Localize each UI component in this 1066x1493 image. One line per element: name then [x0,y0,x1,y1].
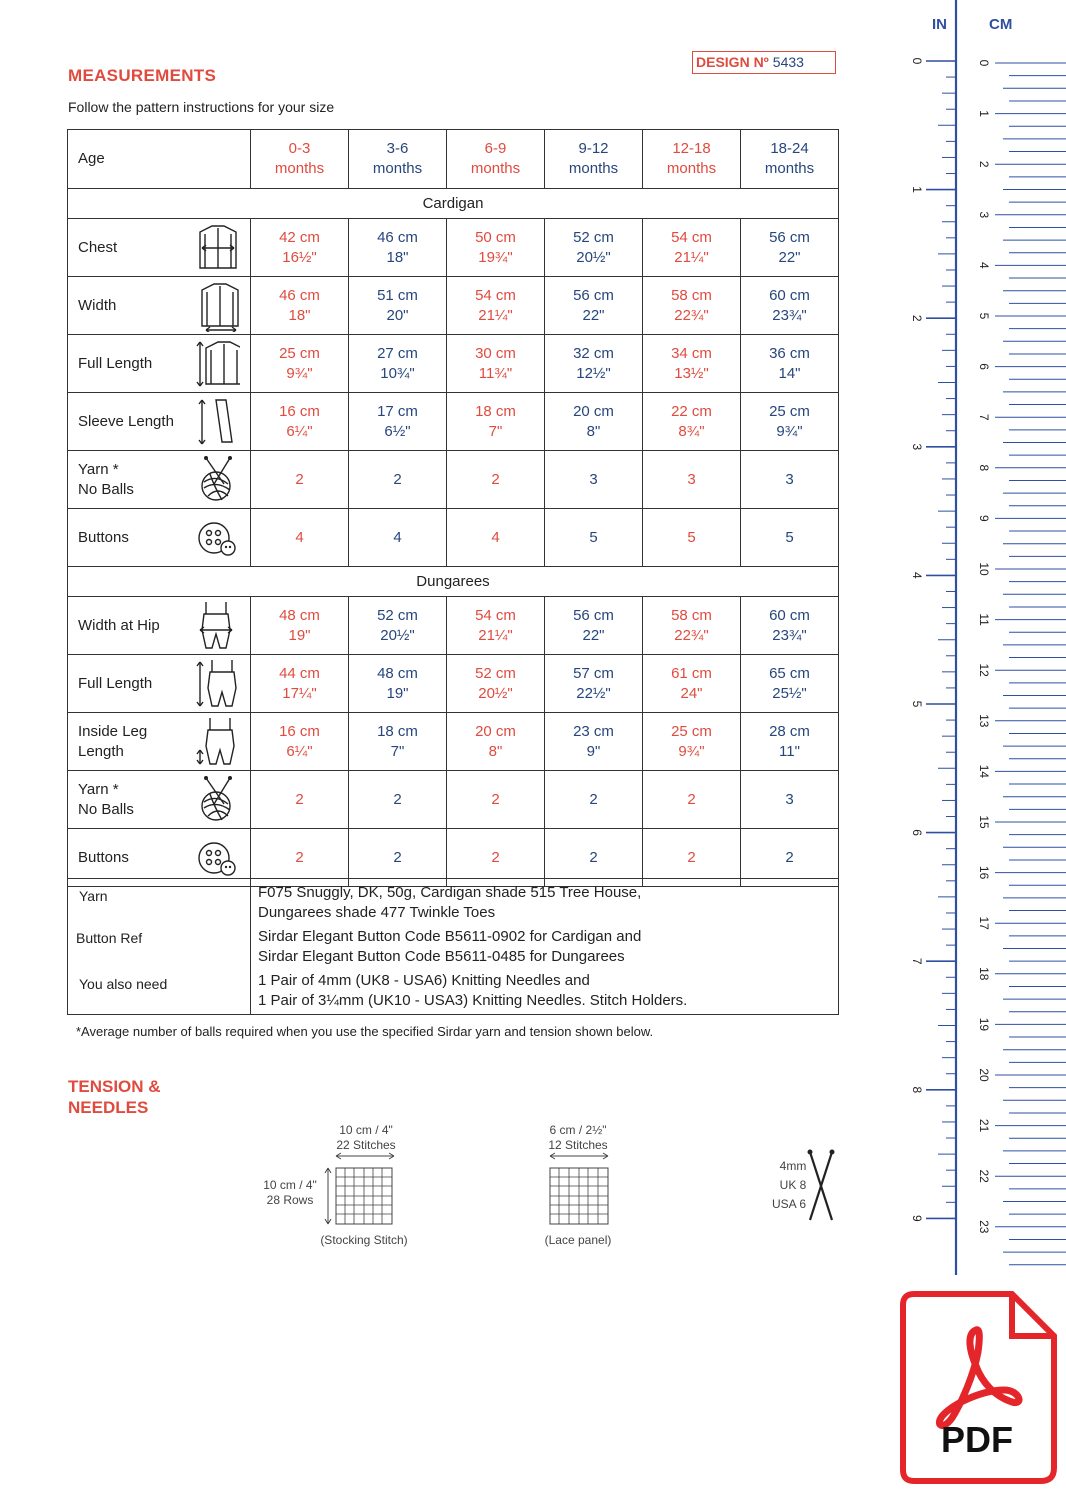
size-range: 6-9 [484,140,507,157]
lace-swatch-icon [542,1150,614,1230]
value-primary: 3 [785,470,794,488]
cm-number: 10 [976,562,991,576]
row-label-text: Width at Hip [78,616,160,634]
materials-table [67,878,839,1015]
stocking-swatch-icon [322,1150,402,1230]
value-inches: 20" [386,306,409,324]
value-primary: 2 [589,790,598,808]
measurement-cell [741,335,839,393]
dungarees-heading: Dungarees [68,567,839,597]
value-primary: 18 cm [475,402,516,420]
value-primary: 2 [687,848,696,866]
pdf-badge-icon[interactable] [900,1290,1058,1485]
row-label [68,597,251,655]
cm-number: 4 [976,262,991,269]
value-primary: 52 cm [475,664,516,682]
page-title: MEASUREMENTS [68,66,217,85]
measurement-cell [251,713,349,771]
value-primary: 20 cm [573,402,614,420]
row-label-text: Full Length [78,674,153,692]
measurement-cell [251,451,349,509]
measuring-ruler [895,0,1066,1280]
row-label [68,509,251,567]
stocking-width: 10 cm / 4" [339,1123,393,1137]
value-inches: 22" [582,306,605,324]
needle-mm: 4mm [779,1159,807,1173]
measurement-cell [447,597,545,655]
value-inches: 8" [586,422,601,440]
row-label-text: Width [78,296,117,314]
value-inches: 24" [680,684,703,702]
measurement-cell [447,509,545,567]
cm-number: 12 [976,663,991,677]
needle-uk: UK 8 [779,1178,807,1192]
pdf-label: PDF [941,1419,1013,1460]
value-primary: 2 [393,790,402,808]
inch-number: 0 [910,57,924,65]
measurement-cell [349,393,447,451]
value-inches: 22½" [576,684,611,702]
value-primary: 2 [295,848,304,866]
row-label-text-2: No Balls [78,800,134,818]
value-inches: 9¾" [678,742,705,760]
measurement-cell [545,771,643,829]
dungarees-length-icon [196,658,240,710]
measurement-cell [447,393,545,451]
measurement-cell [349,655,447,713]
row-label [68,655,251,713]
measurement-cell [251,219,349,277]
size-header [643,130,741,189]
design-number: 5433 [772,54,804,70]
measurement-cell [251,509,349,567]
value-inches: 23¾" [772,626,807,644]
measurement-cell [643,655,741,713]
size-range: 0-3 [288,140,311,157]
measurement-cell [545,393,643,451]
value-inches: 13½" [674,364,709,382]
button-icon [196,512,240,564]
value-primary: 50 cm [475,228,516,246]
value-inches: 21¼" [478,306,513,324]
value-primary: 48 cm [279,606,320,624]
value-inches: 7" [390,742,405,760]
value-inches: 7" [488,422,503,440]
value-primary: 46 cm [377,228,418,246]
size-header [741,130,839,189]
size-unit: months [470,160,521,177]
measurement-cell [349,713,447,771]
size-unit: months [666,160,717,177]
stocking-height: 10 cm / 4" [263,1178,317,1192]
value-inches: 11" [779,742,800,760]
cardigan-length-icon [196,338,240,390]
cm-number: 23 [976,1220,991,1234]
measurement-cell [741,451,839,509]
cm-number: 9 [976,515,991,522]
value-inches: 10¾" [380,364,415,382]
lace-width: 6 cm / 2½" [549,1123,607,1137]
cm-number: 1 [976,110,991,117]
value-primary: 56 cm [573,286,614,304]
value-primary: 48 cm [377,664,418,682]
value-inches: 21¼" [478,626,513,644]
measurement-cell [741,771,839,829]
materials-details [251,879,839,1015]
row-label-text: Inside Leg [78,722,148,740]
measurement-cell [349,451,447,509]
row-label [68,219,251,277]
value-primary: 54 cm [475,606,516,624]
dungarees-hip-icon [196,600,240,652]
age-label: Age [68,130,251,189]
cm-number: 13 [976,714,991,728]
value-primary: 30 cm [475,344,516,362]
row-label-text: Yarn * [78,780,119,798]
value-primary: 16 cm [279,402,320,420]
value-primary: 28 cm [769,722,810,740]
measurement-cell [643,277,741,335]
value-primary: 22 cm [671,402,712,420]
value-primary: 2 [589,848,598,866]
value-inches: 22" [778,248,801,266]
row-label [68,713,251,771]
yarn-line-2: Dungarees shade 477 Twinkle Toes [258,904,496,921]
row-label [68,393,251,451]
cardigan-chest-icon [196,222,240,274]
measurement-cell [741,655,839,713]
value-primary: 58 cm [671,606,712,624]
button-ref-label: Button Ref [76,930,143,946]
cm-number: 2 [976,160,991,168]
value-primary: 18 cm [377,722,418,740]
value-primary: 25 cm [279,344,320,362]
row-label [68,771,251,829]
ruler-cm-label: CM [989,16,1013,33]
value-inches: 19" [288,626,311,644]
measurement-cell [447,655,545,713]
measurement-cell [447,713,545,771]
measurement-cell [447,771,545,829]
value-inches: 6½" [384,422,411,440]
value-primary: 2 [785,848,794,866]
button-line-1: Sirdar Elegant Button Code B5611-0902 for Cardigan and [258,928,642,945]
value-primary: 60 cm [769,606,810,624]
stocking-rows: 28 Rows [266,1193,314,1207]
measurement-cell [251,771,349,829]
lace-stitches: 12 Stitches [548,1138,608,1152]
design-label: DESIGN Nº [696,54,769,70]
value-inches: 17¼" [282,684,317,702]
size-header [545,130,643,189]
row-label-text: Full Length [78,354,153,372]
cm-number: 15 [976,815,991,829]
value-primary: 25 cm [671,722,712,740]
value-inches: 6¼" [286,742,313,760]
value-primary: 27 cm [377,344,418,362]
measurement-cell [545,219,643,277]
inch-number: 3 [910,443,924,451]
button-line-2: Sirdar Elegant Button Code B5611-0485 for Dungarees [258,948,625,965]
size-unit: months [568,160,619,177]
yarn-line-1: F075 Snuggly, DK, 50g, Cardigan shade 515 Tree House, [258,884,642,901]
measurement-cell [349,771,447,829]
measurement-cell [447,335,545,393]
measurement-cell [251,655,349,713]
measurement-cell [643,219,741,277]
measurement-cell [545,713,643,771]
cm-number: 5 [976,312,991,320]
measurement-cell [643,335,741,393]
size-header [447,130,545,189]
value-primary: 36 cm [769,344,810,362]
materials-labels [68,879,251,1015]
row-label-text: Yarn * [78,460,119,478]
value-inches: 12½" [576,364,611,382]
value-primary: 23 cm [573,722,614,740]
value-primary: 3 [687,470,696,488]
value-inches: 19" [386,684,409,702]
value-primary: 5 [785,528,794,546]
value-primary: 54 cm [475,286,516,304]
cm-number: 22 [976,1169,991,1183]
inch-number: 1 [910,186,924,193]
measurement-cell [643,509,741,567]
size-header [251,130,349,189]
measurement-cell [447,451,545,509]
inch-number: 7 [910,957,924,965]
value-inches: 25½" [772,684,807,702]
measurement-cell [545,335,643,393]
measurement-cell [741,713,839,771]
measurement-cell [741,277,839,335]
cm-number: 14 [976,764,991,779]
value-primary: 34 cm [671,344,712,362]
row-label-text: Buttons [78,848,129,866]
value-inches: 22¾" [674,306,709,324]
cm-number: 11 [976,613,991,626]
value-inches: 22¾" [674,626,709,644]
value-primary: 25 cm [769,402,810,420]
row-label [68,277,251,335]
cm-number: 18 [976,967,991,981]
need-line-1: 1 Pair of 4mm (UK8 - USA6) Knitting Needles and [258,972,590,989]
value-primary: 54 cm [671,228,712,246]
value-primary: 56 cm [573,606,614,624]
value-primary: 32 cm [573,344,614,362]
lace-caption: (Lace panel) [544,1233,612,1247]
measurement-cell [643,771,741,829]
value-inches: 23¾" [772,306,807,324]
value-primary: 65 cm [769,664,810,682]
inch-number: 9 [910,1215,924,1222]
measurement-cell [545,597,643,655]
measurement-cell [349,219,447,277]
value-primary: 58 cm [671,286,712,304]
yarn-ball-icon [196,454,240,506]
measurement-cell [643,713,741,771]
value-inches: 9" [586,742,601,760]
cm-number: 8 [976,464,991,472]
value-inches: 20½" [576,248,611,266]
value-primary: 5 [589,528,598,546]
value-primary: 2 [295,470,304,488]
inside-leg-icon [196,716,240,768]
measurement-cell [741,509,839,567]
value-primary: 5 [687,528,696,546]
tension-title: TENSION & [68,1077,161,1096]
value-primary: 61 cm [671,664,712,682]
value-primary: 4 [491,528,500,546]
measurement-cell [643,597,741,655]
value-primary: 51 cm [377,286,418,304]
row-label-text-2: Length [78,742,124,760]
value-primary: 2 [393,848,402,866]
measurement-cell [643,393,741,451]
value-primary: 2 [491,470,500,488]
yarn-ball-icon [196,774,240,826]
value-primary: 2 [491,848,500,866]
value-primary: 2 [295,790,304,808]
value-primary: 16 cm [279,722,320,740]
measurement-cell [349,597,447,655]
value-inches: 8" [488,742,503,760]
size-range: 12-18 [672,140,711,157]
measurement-cell [741,219,839,277]
measurement-cell [545,277,643,335]
value-inches: 20½" [478,684,513,702]
measurement-cell [643,451,741,509]
measurement-cell [251,277,349,335]
stocking-stitches: 22 Stitches [336,1138,396,1152]
value-inches: 18" [288,306,311,324]
row-label-text: Buttons [78,528,129,546]
value-inches: 6¼" [286,422,313,440]
cm-number: 17 [976,916,991,930]
value-inches: 22" [582,626,605,644]
inch-number: 8 [910,1086,924,1094]
value-primary: 60 cm [769,286,810,304]
value-primary: 3 [785,790,794,808]
cm-number: 16 [976,865,991,880]
inch-number: 2 [910,314,924,322]
also-need-label: You also need [79,976,168,992]
page-subtitle: Follow the pattern instructions for your size [68,99,335,115]
value-primary: 20 cm [475,722,516,740]
cm-number: 6 [976,363,991,370]
value-primary: 2 [687,790,696,808]
value-primary: 56 cm [769,228,810,246]
value-primary: 46 cm [279,286,320,304]
value-inches: 18" [386,248,409,266]
measurement-cell [349,335,447,393]
measurement-cell [447,277,545,335]
cm-number: 3 [976,211,991,219]
value-primary: 2 [393,470,402,488]
button-icon [196,832,240,884]
measurement-cell [447,219,545,277]
stocking-caption: (Stocking Stitch) [320,1233,408,1247]
row-label-text: Chest [78,238,118,256]
inch-number: 4 [910,572,924,579]
measurement-cell [545,451,643,509]
need-line-2: 1 Pair of 3¼mm (UK10 - USA3) Knitting Needles. Stitch Holders. [258,992,688,1009]
cardigan-width-icon [196,280,240,332]
size-range: 18-24 [770,140,809,157]
value-primary: 4 [295,528,304,546]
value-primary: 52 cm [377,606,418,624]
value-primary: 4 [393,528,402,546]
measurement-cell [251,393,349,451]
measurement-cell [741,393,839,451]
cm-number: 21 [976,1118,991,1133]
inch-number: 5 [910,700,924,708]
value-primary: 52 cm [573,228,614,246]
value-inches: 16½" [282,248,317,266]
row-label [68,335,251,393]
value-primary: 17 cm [377,402,418,420]
size-header [349,130,447,189]
value-primary: 42 cm [279,228,320,246]
row-label [68,451,251,509]
measurement-cell [251,597,349,655]
measurement-cell [349,277,447,335]
value-inches: 21¼" [674,248,709,266]
yarn-label: Yarn [79,888,108,904]
value-primary: 2 [491,790,500,808]
measurement-cell [545,509,643,567]
cm-number: 20 [976,1068,991,1082]
size-unit: months [274,160,325,177]
size-range: 9-12 [578,140,609,157]
measurement-cell [251,335,349,393]
value-primary: 44 cm [279,664,320,682]
value-inches: 14" [778,364,801,382]
knitting-needles-icon [806,1148,836,1224]
footnote: *Average number of balls required when you use the specified Sirdar yarn and tension shown below. [76,1024,654,1039]
ruler-in-label: IN [932,16,947,33]
measurement-cell [349,509,447,567]
size-unit: months [372,160,423,177]
measurement-cell [741,597,839,655]
value-inches: 11¾" [478,364,513,382]
tension-title-2: NEEDLES [68,1098,149,1117]
needle-usa: USA 6 [771,1197,807,1211]
size-range: 3-6 [386,140,409,157]
row-label-text-2: No Balls [78,480,134,498]
sleeve-length-icon [196,396,240,448]
design-number-box [692,51,836,74]
measurements-table [67,129,839,887]
cm-number: 7 [976,413,991,421]
inch-number: 6 [910,829,924,836]
value-primary: 3 [589,470,598,488]
cardigan-heading: Cardigan [68,189,839,219]
value-primary: 57 cm [573,664,614,682]
row-label-text: Sleeve Length [78,412,174,430]
cm-number: 19 [976,1017,991,1032]
value-inches: 9¾" [286,364,313,382]
cm-number: 0 [976,59,991,67]
value-inches: 8¾" [678,422,705,440]
size-unit: months [764,160,815,177]
value-inches: 20½" [380,626,415,644]
value-inches: 19¾" [478,248,513,266]
measurement-cell [545,655,643,713]
value-inches: 9¾" [776,422,803,440]
